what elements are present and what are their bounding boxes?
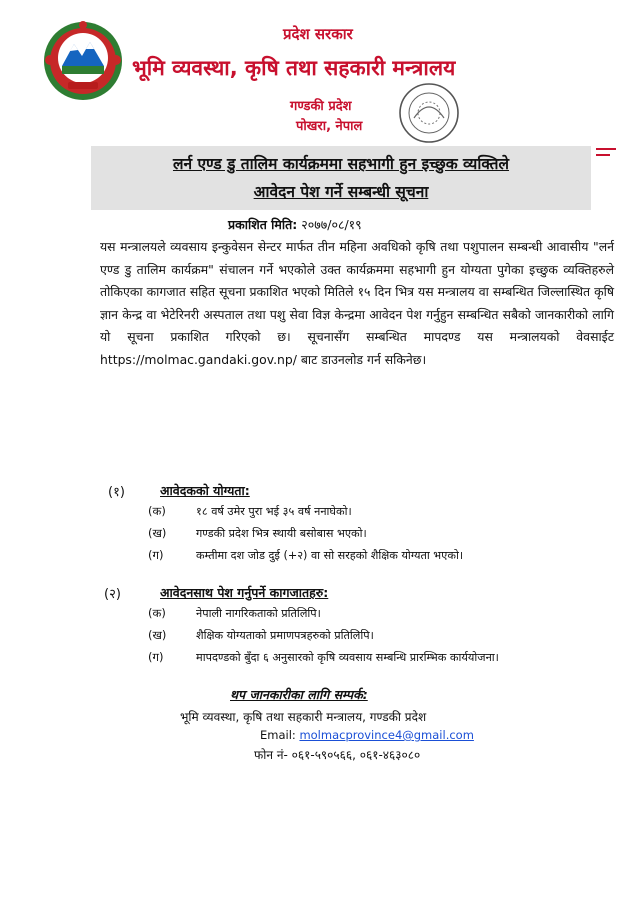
contact-title: थप जानकारीका लागि सम्पर्क: xyxy=(230,687,368,702)
section-2-item-2-mark: (ख) xyxy=(148,628,167,642)
government-emblem-icon xyxy=(42,20,124,102)
government-label: प्रदेश सरकार xyxy=(283,25,353,43)
notice-title-line2: आवेदन पेश गर्ने सम्बन्धी सूचना xyxy=(253,183,429,201)
section-2-item-2-text: शैक्षिक योग्यताको प्रमाणपत्रहरुको प्रतिलिपि। xyxy=(196,629,374,642)
section-1-item-1-mark: (क) xyxy=(148,504,166,518)
email-link[interactable]: molmacprovince4@gmail.com xyxy=(299,728,474,742)
publication-date-label: प्रकाशित मिति: xyxy=(228,217,298,232)
section-2-title: आवेदनसाथ पेश गर्नुपर्ने कागजातहरु: xyxy=(160,585,329,600)
section-1-item-3-mark: (ग) xyxy=(148,548,164,562)
section-1-item-1-text: १८ वर्ष उमेर पुरा भई ३५ वर्ष ननाघेको। xyxy=(196,505,352,518)
notice-title-line1: लर्न एण्ड डु तालिम कार्यक्रममा सहभागी हुन इच्छुक व्यक्तिले xyxy=(172,155,510,173)
section-2-item-3-text: मापदण्डको बुँदा ६ अनुसारको कृषि व्यवसाय सम्बन्धि प्रारम्भिक कार्ययोजना। xyxy=(196,651,499,664)
notice-body: यस मन्त्रालयले व्यवसाय इन्कुवेसन सेन्टर मार्फत तीन महिना अवधिको कृषि तथा पशुपालन सम्बन्धी आवासीय "लर्न एण्ड डु तालिम कार्यक्रम" संचालन गर्ने भएकोले उक्त कार्यक्रममा सहभागी हुन योग्यता पुगेका इच्छुक व्यक्तिहरुले तोकिएका कागजात सहित सूचना प्रकाशित भएको मितिले १५ दिन भित्र यस मन्त्रालय वा सम्बन्धित जिल्लास्थित कृषि ज्ञान केन्द्र वा भेटेरिनरी अस्पताल तथा पशु सेवा विज्ञ केन्द्रमा आवेदन पेश गर्नुहुन सम्बन्धित सबैको जानकारीको लागि यो सूचना प्रकाशित गरिएको छ। सूचनासँग सम्बन्धित मापदण्ड यस मन्त्रालयको वेवसाईट https://molmac.gandaki.gov.np/ बाट डाउनलोड गर्न सकिनेछ। xyxy=(100,239,614,367)
section-1-item-3-text: कम्तीमा दश जोड दुई (+२) वा सो सरहको शैक्षिक योग्यता भएको। xyxy=(196,549,464,562)
email-label: Email: xyxy=(260,728,296,742)
section-2-item-1-mark: (क) xyxy=(148,606,166,620)
decorative-rule xyxy=(596,154,610,156)
contact-phone: फोन नं- ०६१-५९०५६६, ०६१-४६३०८० xyxy=(254,748,421,762)
contact-organization: भूमि व्यवस्था, कृषि तथा सहकारी मन्त्रालय, गण्डकी प्रदेश xyxy=(180,710,427,724)
office-seal-icon xyxy=(398,82,460,144)
publication-date-value: २०७७/०८/१९ xyxy=(301,217,362,232)
section-2-item-1-text: नेपाली नागरिकताको प्रतिलिपि। xyxy=(196,607,321,620)
decorative-rule xyxy=(596,148,616,150)
section-2-number: (२) xyxy=(104,587,121,602)
section-2-item-3-mark: (ग) xyxy=(148,650,164,664)
contact-email-row xyxy=(260,728,474,742)
province-label: गण्डकी प्रदेश xyxy=(290,99,352,114)
ministry-name: भूमि व्यवस्था, कृषि तथा सहकारी मन्त्रालय xyxy=(132,56,456,80)
section-1-item-2-text: गण्डकी प्रदेश भित्र स्थायी बसोबास भएको। xyxy=(196,527,367,540)
section-1-item-2-mark: (ख) xyxy=(148,526,167,540)
section-1-number: (१) xyxy=(108,485,125,500)
city-label: पोखरा, नेपाल xyxy=(296,119,363,134)
publication-date xyxy=(228,216,362,233)
section-1-title: आवेदकको योग्यता: xyxy=(160,483,250,498)
